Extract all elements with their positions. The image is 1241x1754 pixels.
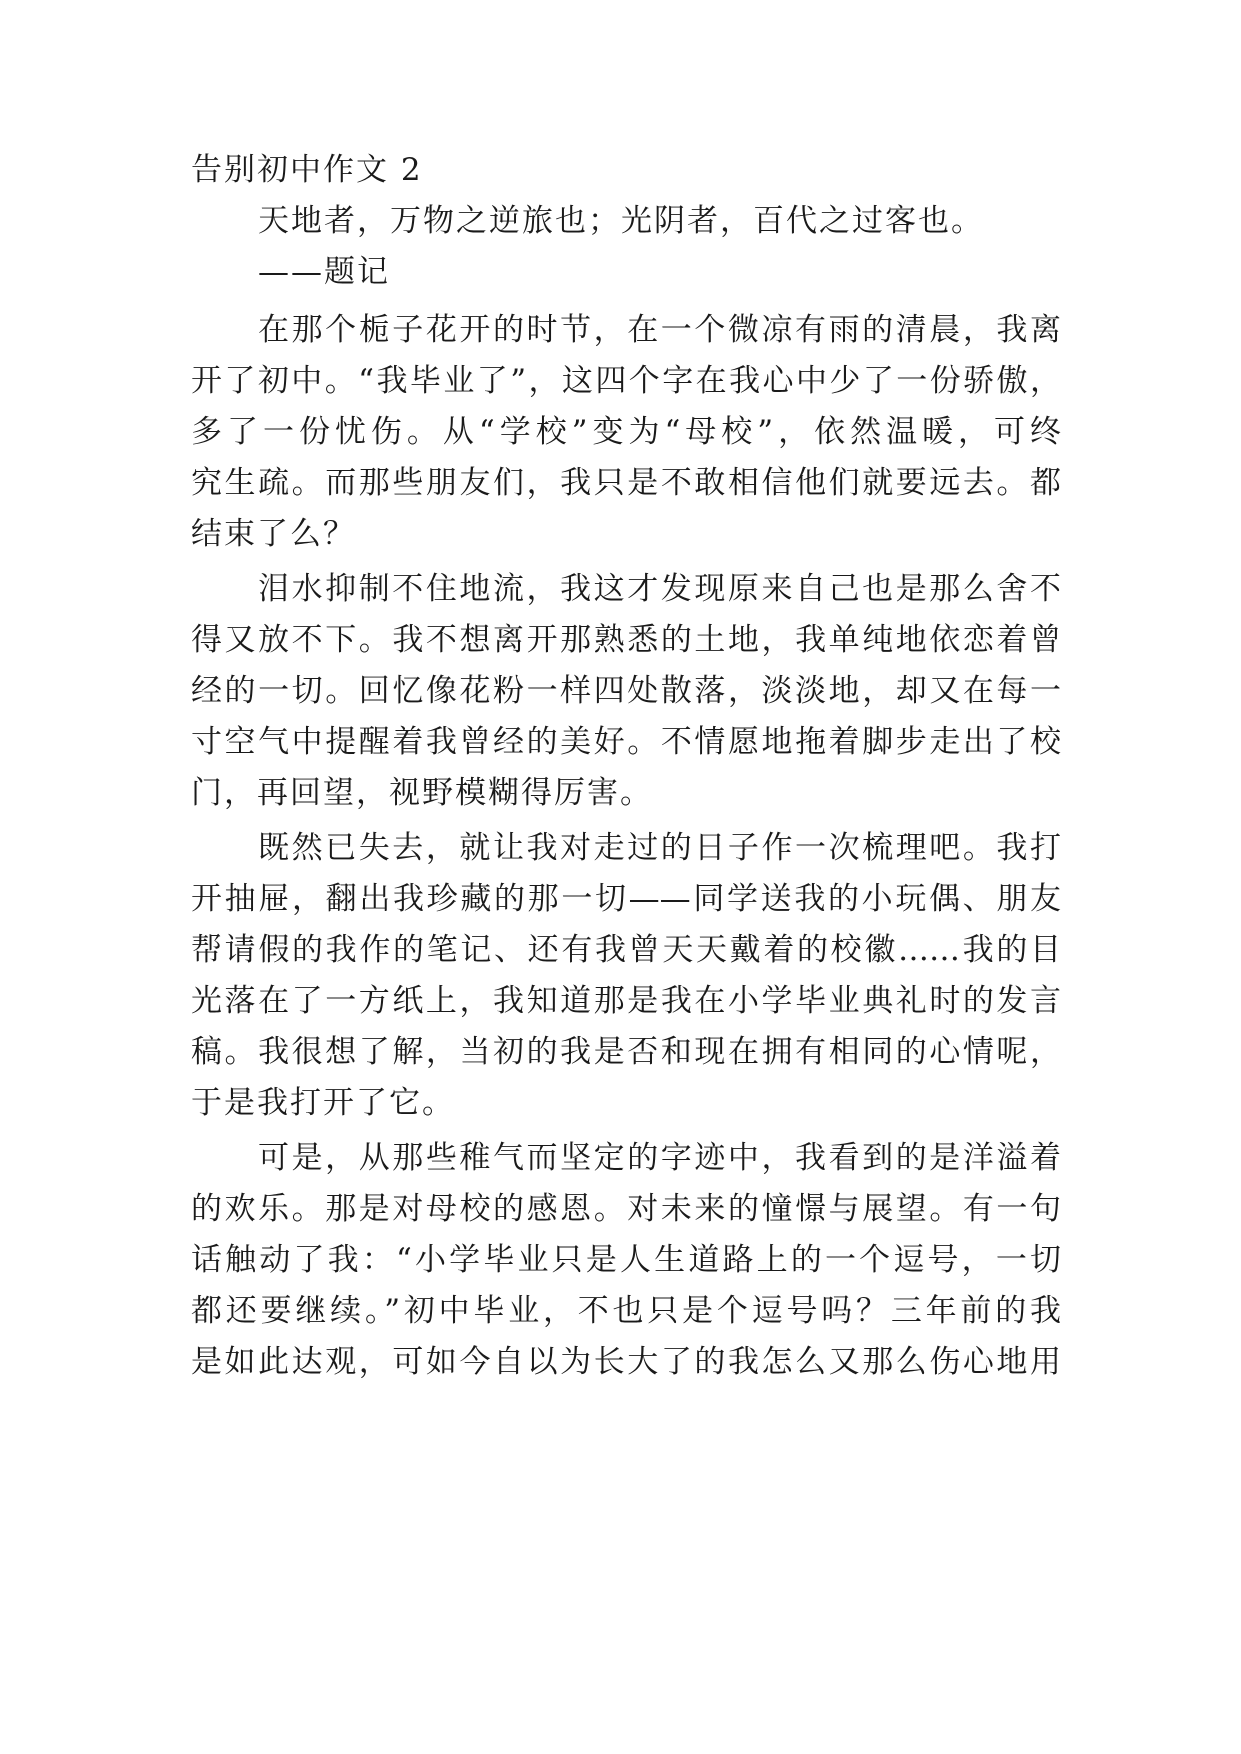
text-line: 稿。我很想了解，当初的我是否和现在拥有相同的心情呢， (191, 1034, 1061, 1070)
epigraph: 天地者，万物之逆旅也；光阴者，百代之过客也。 (258, 203, 984, 239)
text-line: 光落在了一方纸上，我知道那是我在小学毕业典礼时的发言 (191, 983, 1061, 1019)
text-line: 究生疏。而那些朋友们，我只是不敢相信他们就要远去。都 (191, 465, 1061, 501)
text-line: 既然已失去，就让我对走过的日子作一次梳理吧。我打 (258, 830, 1061, 866)
text-line: 是如此达观，可如今自以为长大了的我怎么又那么伤心地用 (191, 1344, 1061, 1380)
text-line: 可是，从那些稚气而坚定的字迹中，我看到的是洋溢着 (258, 1140, 1061, 1176)
text-line: 结束了么？ (191, 516, 356, 552)
text-line: 多了一份忧伤。从“学校”变为“母校”，依然温暖，可终 (191, 414, 1061, 450)
text-line: 得又放不下。我不想离开那熟悉的土地，我单纯地依恋着曾 (191, 622, 1061, 658)
text-line: 帮请假的我作的笔记、还有我曾天天戴着的校徽……我的目 (191, 932, 1061, 968)
text-line: 寸空气中提醒着我曾经的美好。不情愿地拖着脚步走出了校 (191, 724, 1061, 760)
text-line: 门，再回望，视野模糊得厉害。 (191, 775, 653, 811)
text-line: 都还要继续。”初中毕业，不也只是个逗号吗？三年前的我 (191, 1293, 1061, 1329)
text-line: 开抽屉，翻出我珍藏的那一切——同学送我的小玩偶、朋友 (191, 881, 1061, 917)
document-title: 告别初中作文 2 (191, 152, 423, 188)
text-line: 于是我打开了它。 (191, 1085, 455, 1121)
text-line: 泪水抑制不住地流，我这才发现原来自己也是那么舍不 (258, 571, 1061, 607)
text-line: 在那个栀子花开的时节，在一个微凉有雨的清晨，我离 (258, 312, 1061, 348)
epigraph-attribution: ——题记 (258, 254, 390, 290)
text-line: 的欢乐。那是对母校的感恩。对未来的憧憬与展望。有一句 (191, 1191, 1061, 1227)
text-line: 开了初中。“我毕业了”，这四个字在我心中少了一份骄傲， (191, 363, 1061, 399)
text-line: 话触动了我：“小学毕业只是人生道路上的一个逗号，一切 (191, 1242, 1061, 1278)
text-line: 经的一切。回忆像花粉一样四处散落，淡淡地，却又在每一 (191, 673, 1061, 709)
